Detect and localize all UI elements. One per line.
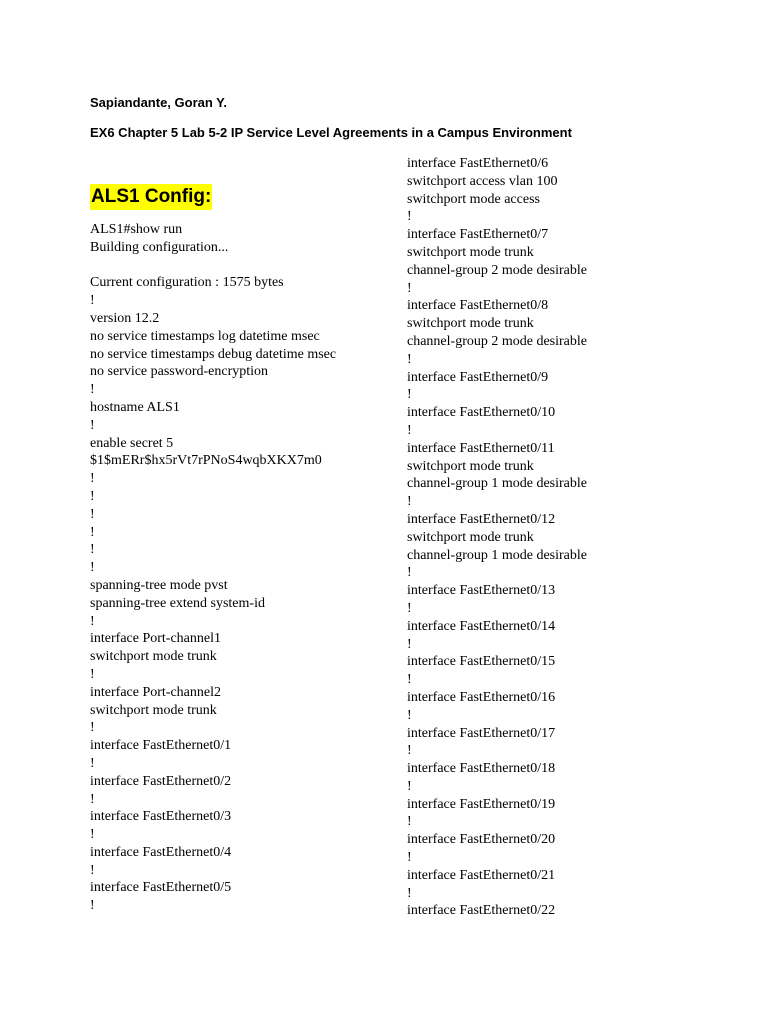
config-line: no service timestamps debug datetime msec: [90, 346, 337, 362]
config-line: !: [90, 755, 95, 771]
config-line: !: [90, 720, 95, 736]
config-line: interface FastEthernet0/3: [90, 809, 232, 825]
config-line: interface FastEthernet0/4: [90, 844, 232, 860]
config-line: !: [90, 471, 95, 487]
config-line: interface FastEthernet0/6: [407, 156, 549, 171]
config-line: !: [407, 280, 412, 296]
config-line: interface Port-channel2: [90, 684, 221, 700]
config-line: !: [90, 560, 95, 576]
config-line: !: [407, 885, 412, 901]
config-line: interface FastEthernet0/9: [407, 369, 549, 385]
config-line: interface FastEthernet0/16: [407, 689, 556, 705]
config-line: interface FastEthernet0/20: [407, 832, 556, 848]
config-line: interface FastEthernet0/2: [90, 773, 232, 789]
config-line: channel-group 1 mode desirable: [407, 476, 587, 492]
config-line: interface FastEthernet0/22: [407, 903, 556, 919]
config-line: !: [90, 791, 95, 807]
config-line: switchport mode trunk: [407, 244, 534, 260]
config-line: switchport mode access: [407, 191, 540, 207]
config-line: !: [407, 387, 412, 403]
config-line: !: [407, 209, 412, 225]
config-line: Current configuration : 1575 bytes: [90, 275, 284, 291]
config-line: spanning-tree mode pvst: [90, 577, 228, 593]
config-line: interface FastEthernet0/21: [407, 867, 556, 883]
config-line: interface FastEthernet0/13: [407, 583, 556, 599]
config-line: Building configuration...: [90, 239, 229, 255]
config-line: switchport access vlan 100: [407, 173, 558, 189]
config-line: !: [407, 351, 412, 367]
config-line: !: [90, 417, 95, 433]
config-line: !: [407, 494, 412, 510]
config-line: !: [407, 778, 412, 794]
config-line: interface FastEthernet0/1: [90, 738, 232, 754]
config-line: no service password-encryption: [90, 364, 269, 380]
config-column-right: [407, 155, 587, 920]
config-line: !: [407, 814, 412, 830]
config-line: !: [90, 524, 95, 540]
config-line: !: [90, 666, 95, 682]
config-line: interface Port-channel1: [90, 631, 221, 647]
config-line: interface FastEthernet0/12: [407, 511, 556, 527]
config-line: switchport mode trunk: [90, 649, 217, 665]
section-heading: ALS1 Config:: [90, 184, 212, 210]
config-line: !: [90, 862, 95, 878]
config-line: !: [407, 743, 412, 759]
config-line: [90, 257, 336, 275]
config-line: interface FastEthernet0/17: [407, 725, 556, 741]
config-line: enable secret 5: [90, 435, 174, 451]
config-line: channel-group 2 mode desirable: [407, 262, 587, 278]
config-line: !: [407, 707, 412, 723]
document-title: EX6 Chapter 5 Lab 5-2 IP Service Level Agreements in a Campus Environment: [90, 125, 572, 140]
config-line: !: [407, 600, 412, 616]
config-line: interface FastEthernet0/19: [407, 796, 556, 812]
config-line: !: [407, 672, 412, 688]
config-line: !: [90, 293, 95, 309]
config-line: interface FastEthernet0/7: [407, 227, 549, 243]
config-column-left: [90, 221, 336, 915]
config-line: hostname ALS1: [90, 399, 180, 415]
config-line: !: [407, 422, 412, 438]
config-line: interface FastEthernet0/15: [407, 654, 556, 670]
config-line: !: [90, 506, 95, 522]
config-line: interface FastEthernet0/10: [407, 405, 556, 421]
author-name: Sapiandante, Goran Y.: [90, 95, 228, 110]
config-line: switchport mode trunk: [407, 316, 534, 332]
config-line: channel-group 1 mode desirable: [407, 547, 587, 563]
config-line: !: [407, 565, 412, 581]
config-line: ALS1#show run: [90, 222, 183, 237]
config-line: channel-group 2 mode desirable: [407, 333, 587, 349]
config-line: !: [407, 636, 412, 652]
config-line: switchport mode trunk: [407, 529, 534, 545]
config-line: !: [90, 898, 95, 914]
config-line: version 12.2: [90, 310, 160, 326]
config-line: switchport mode trunk: [90, 702, 217, 718]
config-line: spanning-tree extend system-id: [90, 595, 265, 611]
config-line: !: [407, 850, 412, 866]
config-line: !: [90, 382, 95, 398]
config-line: !: [90, 542, 95, 558]
config-line: interface FastEthernet0/18: [407, 761, 556, 777]
config-line: $1$mERr$hx5rVt7rPNoS4wqbXKX7m0: [90, 453, 322, 469]
config-line: interface FastEthernet0/11: [407, 440, 555, 456]
config-line: !: [90, 488, 95, 504]
config-line: switchport mode trunk: [407, 458, 534, 474]
config-line: interface FastEthernet0/14: [407, 618, 556, 634]
config-line: !: [90, 613, 95, 629]
config-line: no service timestamps log datetime msec: [90, 328, 320, 344]
config-line: interface FastEthernet0/5: [90, 880, 232, 896]
config-line: !: [90, 827, 95, 843]
config-line: interface FastEthernet0/8: [407, 298, 549, 314]
